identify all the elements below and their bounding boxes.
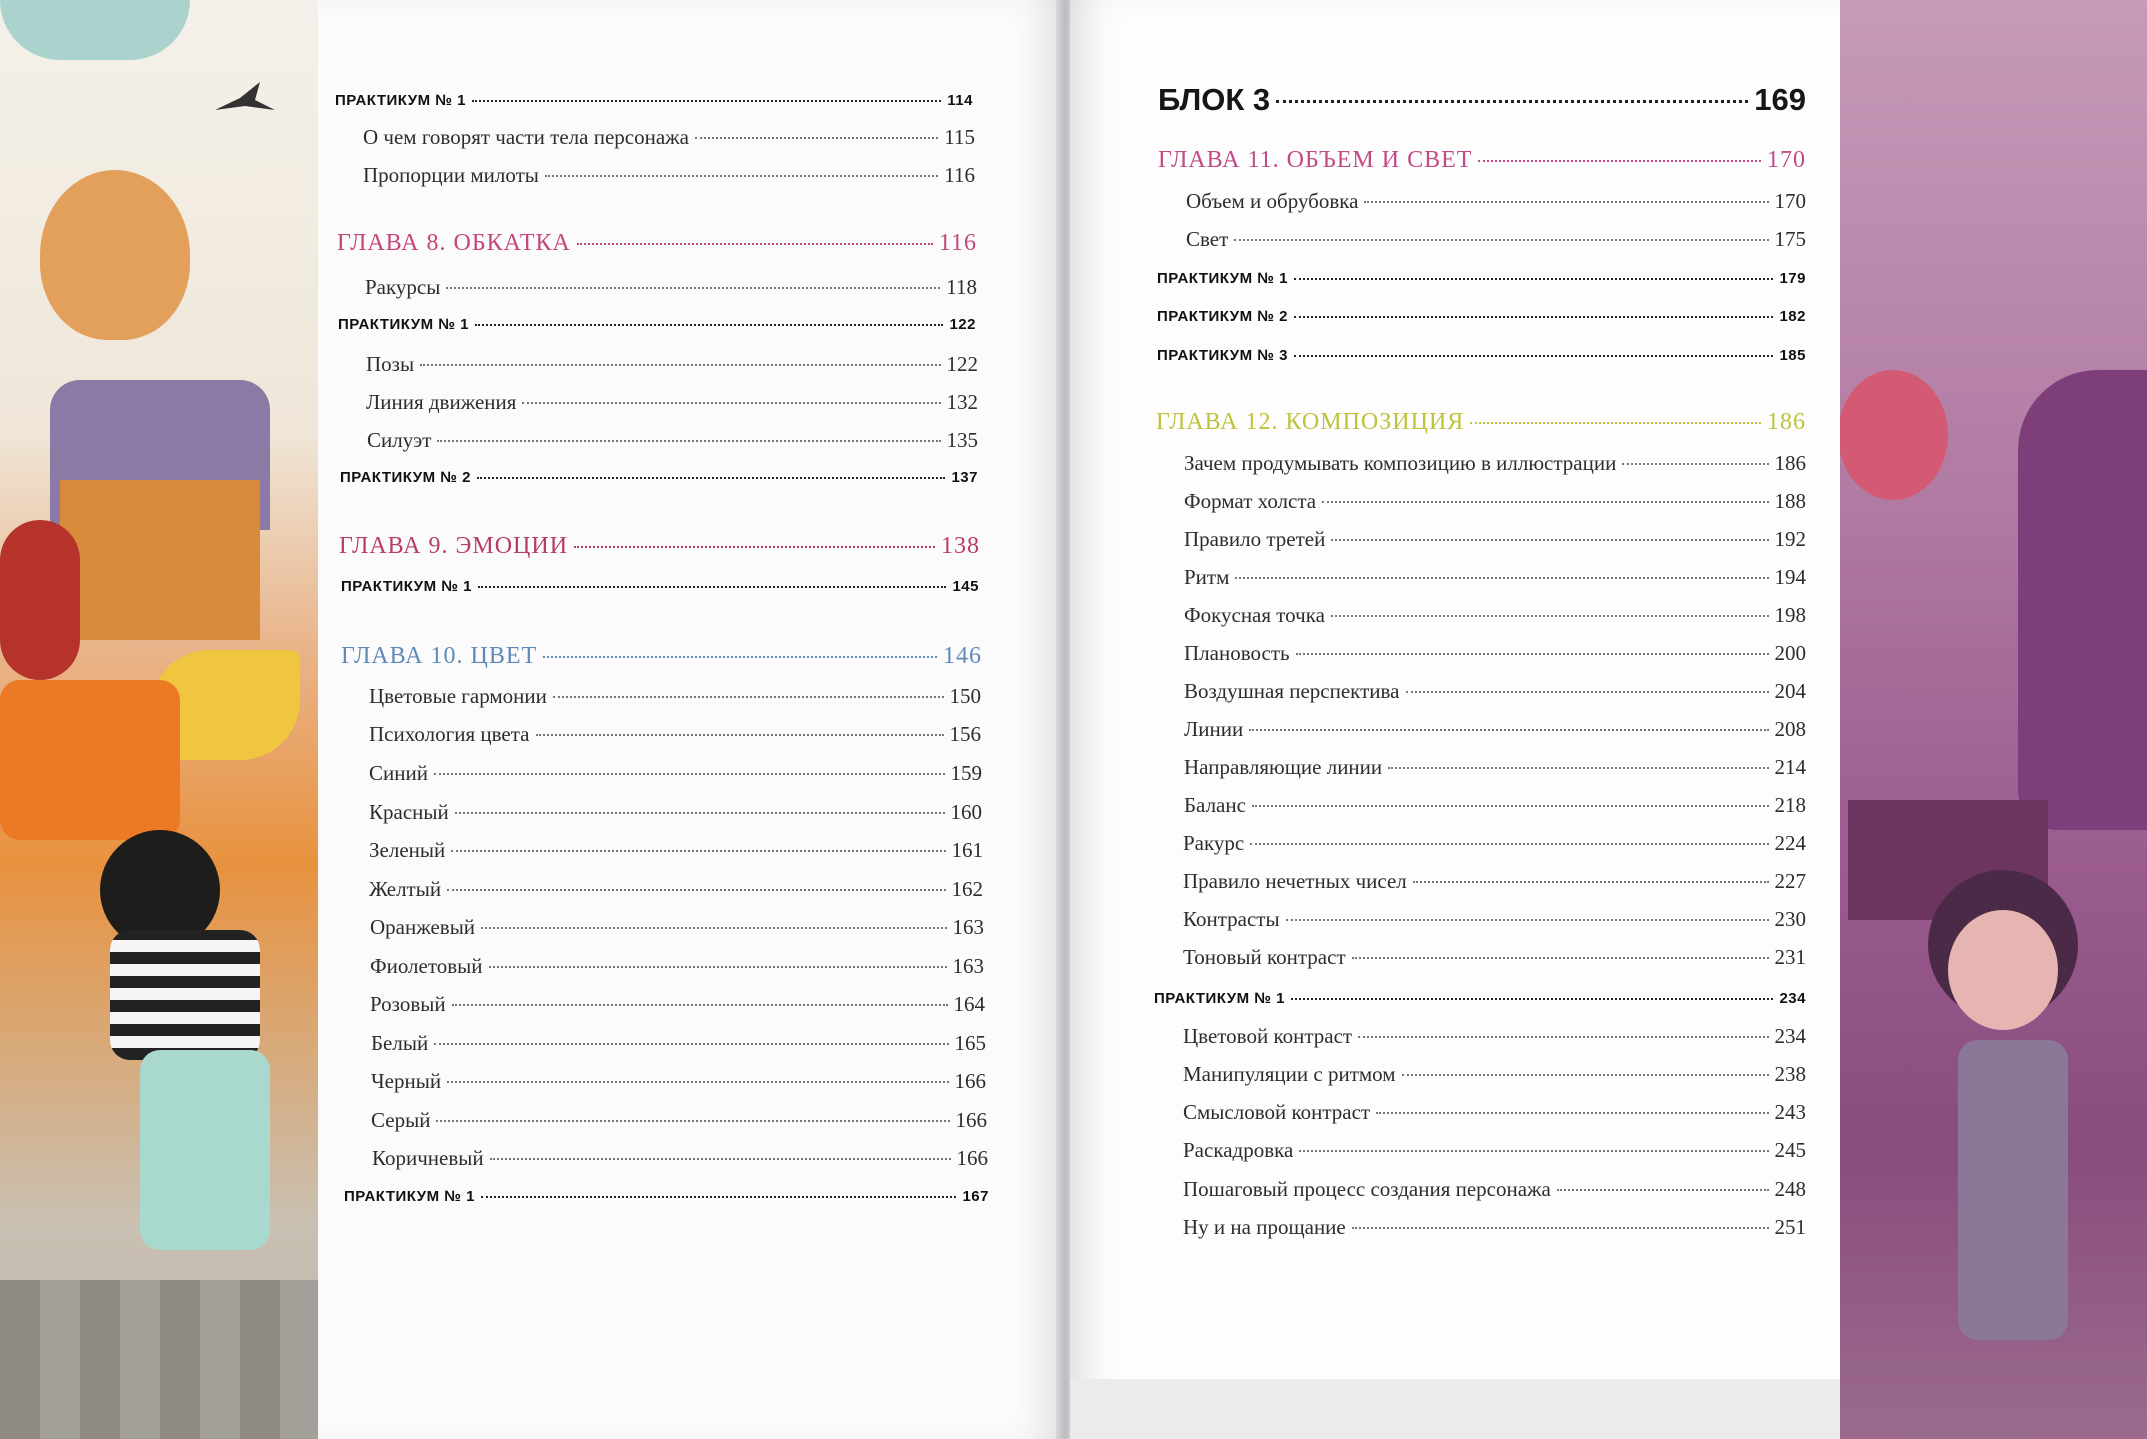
toc-practicum[interactable]: ПРАКТИКУМ № 3 185 <box>1157 347 1806 364</box>
oranges-shape <box>0 680 180 840</box>
toc-entry[interactable]: Ну и на прощание 251 <box>1183 1215 1806 1239</box>
toc-chapter[interactable]: ГЛАВА 8. ОБКАТКА 116 <box>337 230 977 256</box>
toc-entry[interactable]: Правило третей 192 <box>1184 527 1806 551</box>
toc-entry[interactable]: Фокусная точка 198 <box>1184 603 1806 627</box>
toc-practicum[interactable]: ПРАКТИКУМ № 2 137 <box>340 469 978 486</box>
toc-entry[interactable]: Силуэт 135 <box>367 428 978 452</box>
toc-entry[interactable]: Психология цвета 156 <box>369 722 981 746</box>
toc-chapter[interactable]: ГЛАВА 11. ОБЪЕМ И СВЕТ 170 <box>1158 147 1806 173</box>
toc-practicum[interactable]: ПРАКТИКУМ № 1 145 <box>341 578 979 595</box>
toc-entry[interactable]: Пропорции милоты 116 <box>363 163 975 187</box>
toc-entry[interactable]: Белый 165 <box>371 1031 986 1055</box>
bird-icon <box>210 80 280 120</box>
toc-practicum[interactable]: ПРАКТИКУМ № 1 122 <box>338 316 976 333</box>
girl-pants-shape <box>140 1050 270 1250</box>
right-illustration <box>1838 0 2147 1439</box>
umbrella-shape <box>2018 370 2147 830</box>
toc-practicum[interactable]: ПРАКТИКУМ № 1 179 <box>1157 270 1806 287</box>
toc-entry[interactable]: Линия движения 132 <box>366 390 978 414</box>
left-page <box>318 0 1058 1439</box>
toc-entry[interactable]: Зачем продумывать композицию в иллюстрации 186 <box>1184 451 1806 475</box>
toc-entry[interactable]: Синий 159 <box>369 761 982 785</box>
toc-entry[interactable]: Контрасты 230 <box>1183 907 1806 931</box>
toc-chapter[interactable]: ГЛАВА 12. КОМПОЗИЦИЯ 186 <box>1156 409 1806 435</box>
fruit-crate-shape <box>60 480 260 640</box>
striped-shirt-shape <box>110 930 260 1060</box>
toc-entry[interactable]: Свет 175 <box>1186 227 1806 251</box>
woman-head-shape <box>40 170 190 340</box>
toc-practicum[interactable]: ПРАКТИКУМ № 1 167 <box>344 1188 989 1205</box>
toc-entry[interactable]: Коричневый 166 <box>372 1146 988 1170</box>
toc-chapter[interactable]: ГЛАВА 9. ЭМОЦИИ 138 <box>339 533 980 559</box>
toc-entry[interactable]: Плановость 200 <box>1184 641 1806 665</box>
toc-block-heading[interactable]: БЛОК 3 169 <box>1158 82 1806 117</box>
toc-entry[interactable]: Желтый 162 <box>369 877 983 901</box>
toc-entry[interactable]: Цветовой контраст 234 <box>1183 1024 1806 1048</box>
toc-entry[interactable]: Объем и обрубовка 170 <box>1186 189 1806 213</box>
toc-entry[interactable]: Тоновый контраст 231 <box>1183 945 1806 969</box>
toc-entry[interactable]: Баланс 218 <box>1184 793 1806 817</box>
toc-entry[interactable]: Серый 166 <box>371 1108 987 1132</box>
toc-entry[interactable]: Ритм 194 <box>1184 565 1806 589</box>
toc-entry[interactable]: Розовый 164 <box>370 992 985 1016</box>
toc-practicum[interactable]: ПРАКТИКУМ № 2 182 <box>1157 308 1806 325</box>
toc-entry[interactable]: Пошаговый процесс создания персонажа 248 <box>1183 1177 1806 1201</box>
toc-entry[interactable]: Ракурсы 118 <box>365 275 977 299</box>
toc-practicum[interactable]: ПРАКТИКУМ № 1 234 <box>1154 990 1806 1007</box>
toc-entry[interactable]: Красный 160 <box>369 800 982 824</box>
toc-entry[interactable]: Черный 166 <box>371 1069 986 1093</box>
toc-entry[interactable]: Зеленый 161 <box>369 838 983 862</box>
toc-entry[interactable]: Линии 208 <box>1184 717 1806 741</box>
toc-practicum[interactable]: ПРАКТИКУМ № 1 114 <box>335 92 973 109</box>
roses-shape <box>1838 370 1948 500</box>
toc-entry[interactable]: Воздушная перспектива 204 <box>1184 679 1806 703</box>
toc-entry[interactable]: Цветовые гармонии 150 <box>369 684 981 708</box>
tomatoes-shape <box>0 520 80 680</box>
toc-entry[interactable]: Направляющие линии 214 <box>1184 755 1806 779</box>
street-shape <box>0 1280 322 1439</box>
girl-pajamas-shape <box>1958 1040 2068 1340</box>
toc-chapter[interactable]: ГЛАВА 10. ЦВЕТ 146 <box>341 643 982 669</box>
page-bottom-shadow <box>1070 1379 1840 1439</box>
toc-entry[interactable]: О чем говорят части тела персонажа 115 <box>363 125 975 149</box>
toc-entry[interactable]: Фиолетовый 163 <box>370 954 984 978</box>
toc-entry[interactable]: Манипуляции с ритмом 238 <box>1183 1062 1806 1086</box>
toc-entry[interactable]: Раскадровка 245 <box>1183 1138 1806 1162</box>
girl-face-shape <box>1948 910 2058 1030</box>
toc-entry[interactable]: Оранжевый 163 <box>370 915 984 939</box>
toc-entry[interactable]: Смысловой контраст 243 <box>1183 1100 1806 1124</box>
toc-entry[interactable]: Правило нечетных чисел 227 <box>1183 869 1806 893</box>
left-illustration <box>0 0 322 1439</box>
toc-entry[interactable]: Позы 122 <box>366 352 978 376</box>
toc-entry[interactable]: Формат холста 188 <box>1184 489 1806 513</box>
balloon-shape <box>0 0 190 60</box>
toc-entry[interactable]: Ракурс 224 <box>1183 831 1806 855</box>
